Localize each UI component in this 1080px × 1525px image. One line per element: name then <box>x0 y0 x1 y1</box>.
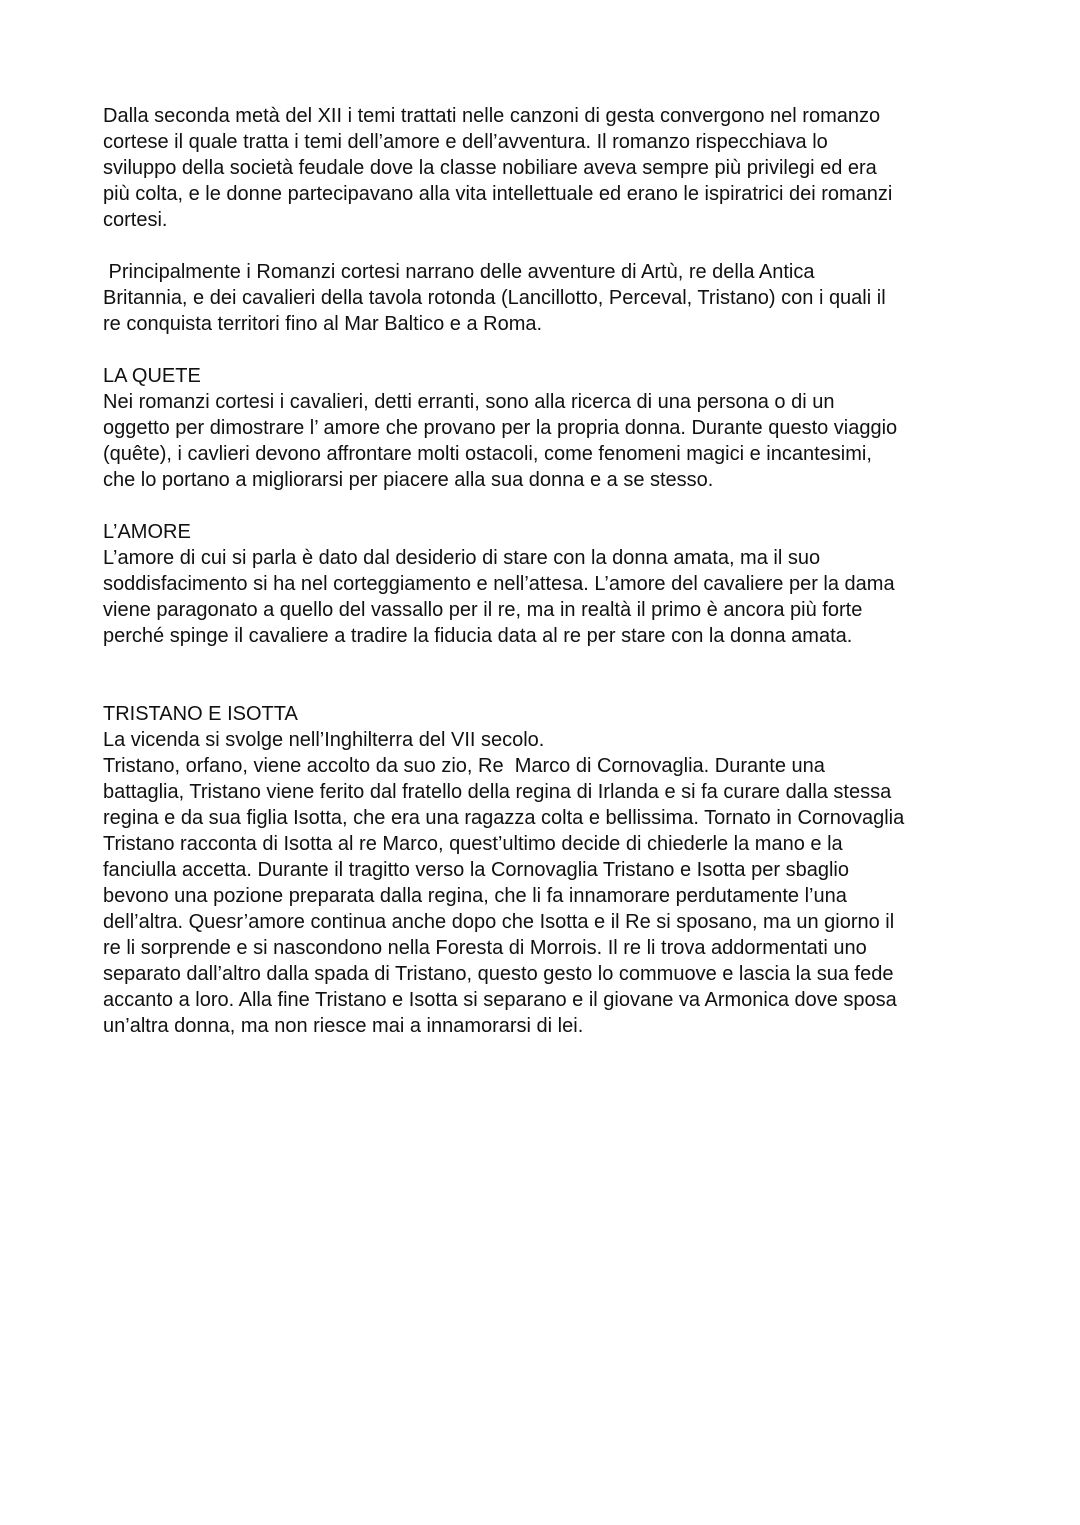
text-line: viene paragonato a quello del vassallo per il re, ma in realtà il primo è ancora più forte <box>103 599 863 621</box>
text-line: che lo portano a migliorarsi per piacere alla sua donna e a se stesso. <box>103 469 714 491</box>
text-line: cortese il quale tratta i temi dell’amore e dell’avventura. Il romanzo rispecchiava lo <box>103 131 828 153</box>
section-heading: LA QUETE <box>103 365 201 387</box>
paragraph-spacer <box>103 337 983 363</box>
text-line: re conquista territori fino al Mar Baltico e a Roma. <box>103 313 543 335</box>
section-tristano <box>103 701 983 1039</box>
text-line: battaglia, Tristano viene ferito dal fratello della regina di Irlanda e si fa curare dalla stessa <box>103 781 892 803</box>
text-line: Tristano racconta di Isotta al re Marco, quest’ultimo decide di chiederle la mano e la <box>103 833 843 855</box>
text-line: cortesi. <box>103 209 168 231</box>
text-line: un’altra donna, ma non riesce mai a innamorarsi di lei. <box>103 1015 584 1037</box>
text-line: Principalmente i Romanzi cortesi narrano delle avventure di Artù, re della Antica <box>103 261 815 283</box>
text-line: sviluppo della società feudale dove la classe nobiliare aveva sempre più privilegi ed era <box>103 157 877 179</box>
paragraph-spacer <box>103 649 983 701</box>
text-line: soddisfacimento si ha nel corteggiamento e nell’attesa. L’amore del cavaliere per la dama <box>103 573 895 595</box>
text-line: re li sorprende e si nascondono nella Foresta di Morrois. Il re li trova addormentati uno <box>103 937 867 959</box>
paragraph-arthur <box>103 259 983 337</box>
document-page <box>103 103 983 1039</box>
text-line: regina e da sua figlia Isotta, che era una ragazza colta e bellissima. Tornato in Cornovaglia <box>103 807 905 829</box>
text-line: (quête), i cavlieri devono affrontare molti ostacoli, come fenomeni magici e incantesimi, <box>103 443 872 465</box>
text-line: più colta, e le donne partecipavano alla vita intellettuale ed erano le ispiratrici dei romanzi <box>103 183 893 205</box>
text-line: L’amore di cui si parla è dato dal desiderio di stare con la donna amata, ma il suo <box>103 547 821 569</box>
text-line: Tristano, orfano, viene accolto da suo zio, Re Marco di Cornovaglia. Durante una <box>103 755 825 777</box>
paragraph-spacer <box>103 493 983 519</box>
text-line: dell’altra. Quesr’amore continua anche dopo che Isotta e il Re si sposano, ma un giorno il <box>103 911 895 933</box>
text-line: perché spinge il cavaliere a tradire la fiducia data al re per stare con la donna amata. <box>103 625 853 647</box>
text-line: accanto a loro. Alla fine Tristano e Isotta si separano e il giovane va Armonica dove sposa <box>103 989 897 1011</box>
paragraph-intro <box>103 103 983 233</box>
text-line: Nei romanzi cortesi i cavalieri, detti erranti, sono alla ricerca di una persona o di un <box>103 391 835 413</box>
section-quete <box>103 363 983 493</box>
section-amore <box>103 519 983 649</box>
text-line: bevono una pozione preparata dalla regina, che li fa innamorare perdutamente l’una <box>103 885 847 907</box>
text-line: fanciulla accetta. Durante il tragitto verso la Cornovaglia Tristano e Isotta per sbaglio <box>103 859 849 881</box>
text-line: oggetto per dimostrare l’ amore che provano per la propria donna. Durante questo viaggio <box>103 417 898 439</box>
section-heading: TRISTANO E ISOTTA <box>103 703 298 725</box>
text-line: Britannia, e dei cavalieri della tavola rotonda (Lancillotto, Perceval, Tristano) con i quali il <box>103 287 886 309</box>
text-line: Dalla seconda metà del XII i temi trattati nelle canzoni di gesta convergono nel romanzo <box>103 105 881 127</box>
section-heading: L’AMORE <box>103 521 191 543</box>
text-line: La vicenda si svolge nell’Inghilterra del VII secolo. <box>103 729 545 751</box>
text-line: separato dall’altro dalla spada di Tristano, questo gesto lo commuove e lascia la sua fede <box>103 963 894 985</box>
paragraph-spacer <box>103 233 983 259</box>
